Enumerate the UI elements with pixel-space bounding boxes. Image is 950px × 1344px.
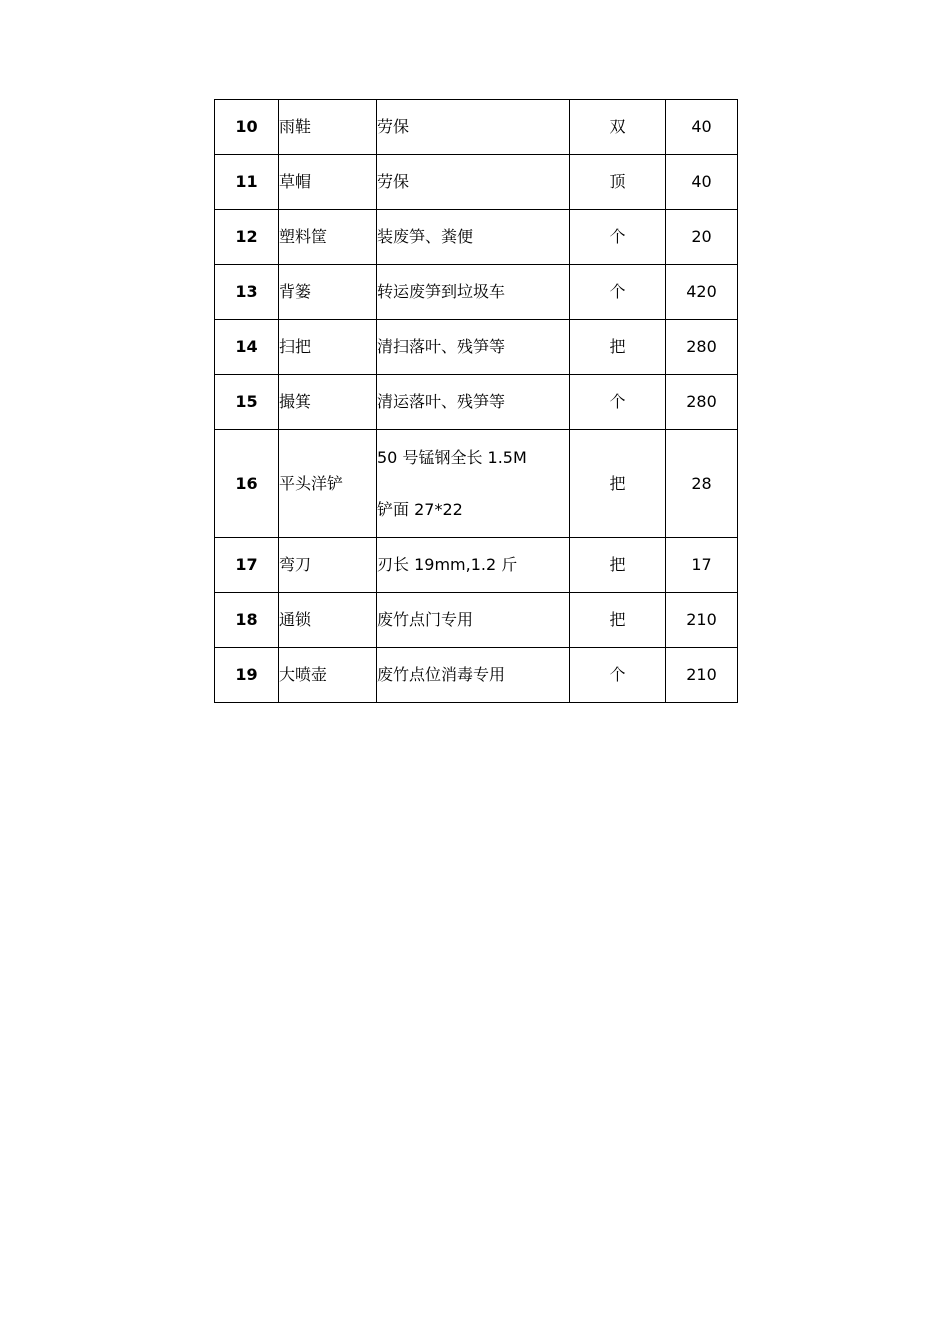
item-description [377, 538, 570, 593]
supplies-table [214, 99, 738, 703]
item-description [377, 210, 570, 265]
item-unit: 个 [570, 375, 666, 430]
item-unit: 个 [570, 648, 666, 703]
table-row [215, 210, 738, 265]
item-quantity: 17 [666, 538, 738, 593]
item-unit: 把 [570, 430, 666, 538]
description-line: 废竹点位消毒专用 [377, 665, 506, 685]
item-description [377, 430, 570, 538]
item-quantity: 210 [666, 593, 738, 648]
item-description [377, 375, 570, 430]
description-line: 清运落叶、残笋等 [377, 392, 506, 412]
item-quantity: 280 [666, 320, 738, 375]
item-quantity: 210 [666, 648, 738, 703]
row-number: 17 [215, 538, 279, 593]
item-description [377, 593, 570, 648]
item-quantity: 40 [666, 100, 738, 155]
item-name: 通锁 [279, 593, 377, 648]
description-line: 劳保 [377, 172, 410, 192]
item-unit: 把 [570, 593, 666, 648]
table-row [215, 593, 738, 648]
item-name: 撮箕 [279, 375, 377, 430]
description-line: 清扫落叶、残笋等 [377, 337, 506, 357]
table-row [215, 375, 738, 430]
item-quantity: 40 [666, 155, 738, 210]
item-name: 弯刀 [279, 538, 377, 593]
item-quantity: 28 [666, 430, 738, 538]
item-quantity: 280 [666, 375, 738, 430]
item-name: 扫把 [279, 320, 377, 375]
table-row [215, 320, 738, 375]
description-line: 刃长 19mm,1.2 斤 [377, 555, 518, 575]
item-name: 塑料筐 [279, 210, 377, 265]
table-row [215, 265, 738, 320]
row-number: 10 [215, 100, 279, 155]
item-description [377, 155, 570, 210]
description-line: 转运废笋到垃圾车 [377, 282, 506, 302]
description-line: 装废笋、粪便 [377, 227, 474, 247]
item-unit: 双 [570, 100, 666, 155]
row-number: 18 [215, 593, 279, 648]
table-row [215, 648, 738, 703]
description-line: 劳保 [377, 117, 410, 137]
item-name: 背篓 [279, 265, 377, 320]
row-number: 11 [215, 155, 279, 210]
item-unit: 把 [570, 320, 666, 375]
row-number: 13 [215, 265, 279, 320]
item-name: 大喷壶 [279, 648, 377, 703]
table-row [215, 100, 738, 155]
item-quantity: 20 [666, 210, 738, 265]
row-number: 12 [215, 210, 279, 265]
row-number: 15 [215, 375, 279, 430]
item-name: 草帽 [279, 155, 377, 210]
table-row [215, 430, 738, 538]
description-line: 铲面 27*22 [377, 500, 463, 519]
item-name: 雨鞋 [279, 100, 377, 155]
item-unit: 个 [570, 210, 666, 265]
item-unit: 顶 [570, 155, 666, 210]
item-unit: 把 [570, 538, 666, 593]
item-quantity: 420 [666, 265, 738, 320]
row-number: 14 [215, 320, 279, 375]
item-description [377, 648, 570, 703]
row-number: 16 [215, 430, 279, 538]
item-name: 平头洋铲 [279, 430, 377, 538]
description-line: 废竹点门专用 [377, 610, 474, 630]
description-line: 50 号锰钢全长 1.5M [377, 447, 527, 467]
table-row [215, 538, 738, 593]
table-body [215, 100, 738, 703]
item-unit: 个 [570, 265, 666, 320]
item-description [377, 265, 570, 320]
table-row [215, 155, 738, 210]
item-description [377, 320, 570, 375]
item-description [377, 100, 570, 155]
row-number: 19 [215, 648, 279, 703]
